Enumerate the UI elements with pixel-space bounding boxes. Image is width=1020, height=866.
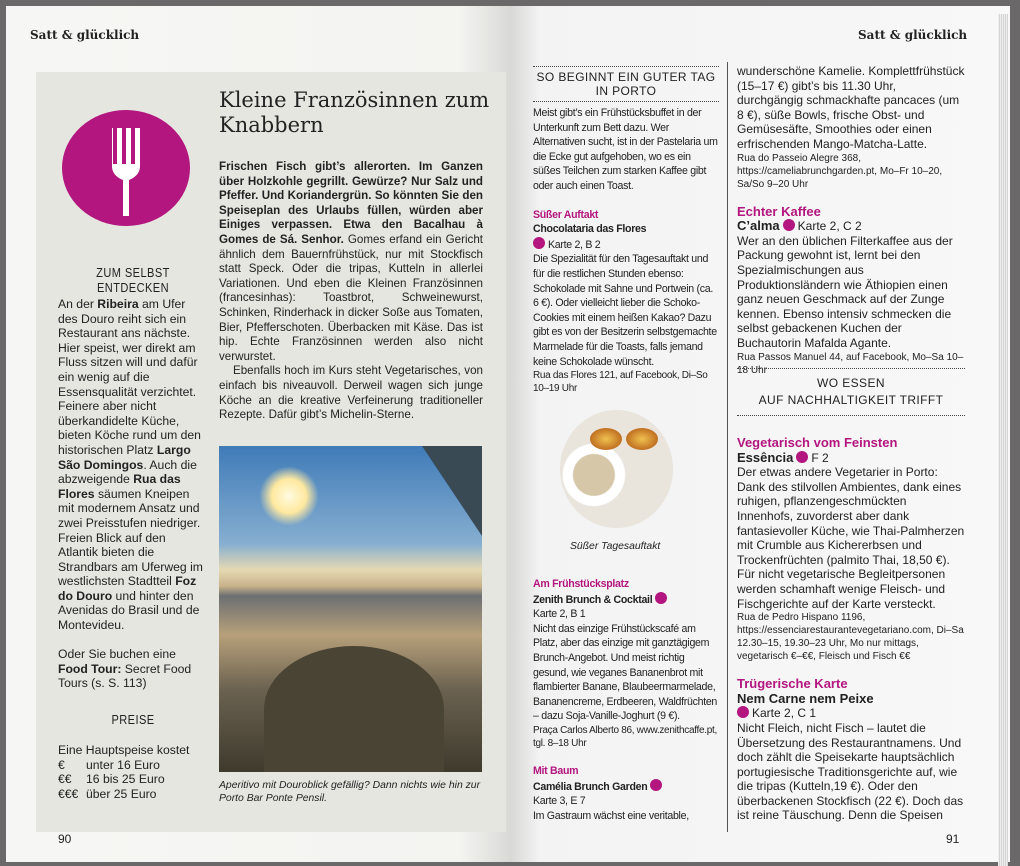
fork-icon (796, 451, 808, 463)
sustainable-heading: WO ESSEN AUF NACHHALTIGKEIT TRIFFT (737, 368, 965, 416)
page-edges (998, 14, 1008, 866)
running-header-right: Satt & glücklich (858, 28, 968, 42)
right-column: wunderschöne Kamelie. Komplettfrühstück (15–17 €) gibt’s bis 11.30 Uhr, durchgängig schmackhafte pancaces (um 8 €), süße Bowls, frische Obst- und Gemüsesäfte, Smoothies oder einen erfrischenden Mango-Matcha-Latte. Rua do Passeio Alegre 368, https://cameliabrunchgarden.pt, Mo–Fr 10–20, Sa/So 9–20 Uhr Echter Kaffee C’alma Karte 2, C 2 Wer an den üblichen Filterkaffee aus der Packung gewohnt ist, lernt bei den Spezialmischungen aus Produktionsländern wie Äthiopien einen ganz neuen Geschmack auf der Zunge kennen. Ebenso intensiv schmecken die selbst gebackenen Kuchen der Buchautorin Mafalda Agante. Rua Passos Manuel 44, auf Facebook, Mo–Sa 10–18 Uhr (737, 64, 965, 376)
article-title: Kleine Französinnen zum Knabbern (219, 88, 490, 137)
fork-icon (655, 592, 667, 604)
sidebar-text: An der Ribeira am Ufer des Douro reiht sich ein Restaurant ans nächste. Hier speist, wer direkt am Fluss sitzen will und dafür ein wenig auf die Essensqualität verzichtet. Feinere aber nicht überkandidelte Küche, bieten Köche rund um den historischen Platz Largo São Domingos. Auch die abzweigende Rua das Flores säumen Kneipen mit modernem Ansatz und zwei Preisstufen niedriger. Freien Blick auf den Atlantik bieten die Strandbars am Uferweg im westlichsten Stadtteil Foz do Douro und hinter den Avenidas do Brasil und de Montevideu. Oder Sie buchen eine Food Tour: Secret Food Tours (s. S. 113) (58, 297, 203, 691)
sidebar-heading: ZUM SELBST ENTDECKEN (96, 265, 170, 295)
fork-icon (650, 779, 662, 791)
article-lead: Frischen Fisch gibt’s allerorten. Im Ganzen über Holzkohle gegrillt. Gewürze? Nur Salz und Pfeffer. Und Koriandergrün. So könnten Sie den Speiseplan des Urlaubs füllen, würden aber Einiges verpassen. Etwa den Bacalhau à Gomes de Sá. Senhor. (219, 160, 483, 246)
circle-photo-caption: Süßer Tagesauftakt (570, 541, 661, 552)
running-header-left: Satt & glücklich (30, 28, 140, 42)
fork-icon (62, 110, 190, 226)
fork-icon (737, 706, 749, 718)
breakfast-column-lower: Am Frühstücksplatz Zenith Brunch & Cocktail Karte 2, B 1 Nicht das einzige Frühstückscafé am Platz, aber das einzige mit ganztägigem Brunch-Angebot. Und meist richtig gesund, wie veganes Bananenbrot mit flambierter Banane, Blaubeermarmelade, Bananencreme, Erdbeeren, Waldfrüchten – dazu Soja-Vanille-Joghurt (9 €). Praça Carlos Alberto 86, www.zenithcaffe.pt, tgl. 8–18 Uhr Mit Baum Camélia Brunch Garden Karte 3, E 7 Im Gastraum wächst eine veritable, (533, 578, 718, 822)
douro-sunset-photo (219, 446, 482, 772)
photo-caption: Aperitivo mit Douroblick gefällig? Dann nichts wie hin zur Porto Bar Ponte Pensil. (219, 780, 481, 804)
page-number-right: 91 (946, 832, 960, 846)
fork-icon (533, 237, 545, 249)
article-body: Frischen Fisch gibt’s allerorten. Im Ganzen über Holzkohle gegrillt. Gewürze? Nur Salz und Pfeffer. Und Koriandergrün. So könnten Sie den Speiseplan des Urlaubs füllen, würden aber Einiges verpassen. Etwa den Bacalhau à Gomes de Sá. Senhor. Gomes erfand ein Gericht ähnlich dem Bauernfrühstück, nur mit Stockfisch statt Speck. Oder die tripas, Kutteln in allerlei Variationen. Und eben die Kleinen Französinnen (francesinhas): Toastbrot, Schweinewurst, Schinken, Rinderhack in dicker Soße aus Tomaten, Bier, Pfefferschoten. Überbacken mit Käse. Das ist hip. Echte Französinnen werden also nicht verwurstet. Ebenfalls hoch im Kurs steht Vegetarisches, von einfach bis niveauvoll. Derweil wagen sich junge Köche an die kreative Verfeinerung traditioneller Rezepte. Dafür gibt’s Michelin-Sterne. (219, 160, 484, 422)
sustainable-column: Vegetarisch vom Feinsten Essência F 2 Der etwas andere Vegetarier in Porto: Dank des stilvollen Ambientes, dank eines ruhigen, pflanzengeschmückten Innenhofs, zuvorderst aber dank fantasievoller Küche, wie Thai-Palmherzen mit Crumble aus Kichererbsen und Trockenfrüchten (palmito Thai, 18,50 €). Für nicht vegetarische Begleitpersonen werden schamhaft wenige Fleisch- und Fischgerichte auf der Karte versteckt. Rua de Pedro Hispano 1196, https://essenciarestaurantevegetariano.com, Di–Sa 12.30–15, 19.30–23 Uhr, Mo nur mittags, vegetarisch €–€€, Fleisch und Fisch €€ Trügerische Karte Nem Carne nem Peixe Karte 2, C 1 Nicht Fleich, nicht Fisch – lautet die Übersetzung des Restaurantnamens. Und doch zählt die Speisekarte hauptsächlich portugiesische Traditionsgerichte auf, wie die tripas (Kutteln,19 €). Oder den überbackenen Stockfisch (22 €). Doch das ist reine Täuschung. Denn die Speisen (737, 435, 965, 823)
breakfast-column: Meist gibt’s ein Frühstücksbuffet in der Unterkunft zum Bett dazu. Wer Alternativen sucht, ist in der Pastelaria um die Ecke gut aufgehoben, wo es ein süßes Teilchen zum starken Kaffee gibt oder auch einen Toast. Süßer Auftakt Chocolataria das Flores Karte 2, B 2 Die Spezialität für den Tagesauftakt und für die restlichen Stunden ebenso: Schokolade mit Sahne und Portwein (ca. 6 €). Oder vielleicht lieber die Schoko-Cookies mit einem heißen Kakao? Dazu gibt es von der Besitzerin selbstgemachte Marmelade für die Toasts, falls jemand keine Schokolade wünscht. Rua das Flores 121, auf Facebook, Di–So 10–19 Uhr (533, 107, 718, 395)
prices-heading: PREISE (111, 712, 155, 727)
prices-list: Eine Hauptspeise kostet € unter 16 Euro €€ 16 bis 25 Euro €€€ über 25 Euro (58, 743, 190, 801)
breakfast-heading: SO BEGINNT EIN GUTER TAG IN PORTO (533, 66, 719, 102)
fork-icon (783, 219, 795, 231)
pastry-coffee-photo (560, 410, 673, 528)
page-number-left: 90 (58, 832, 72, 846)
column-divider (727, 62, 728, 832)
